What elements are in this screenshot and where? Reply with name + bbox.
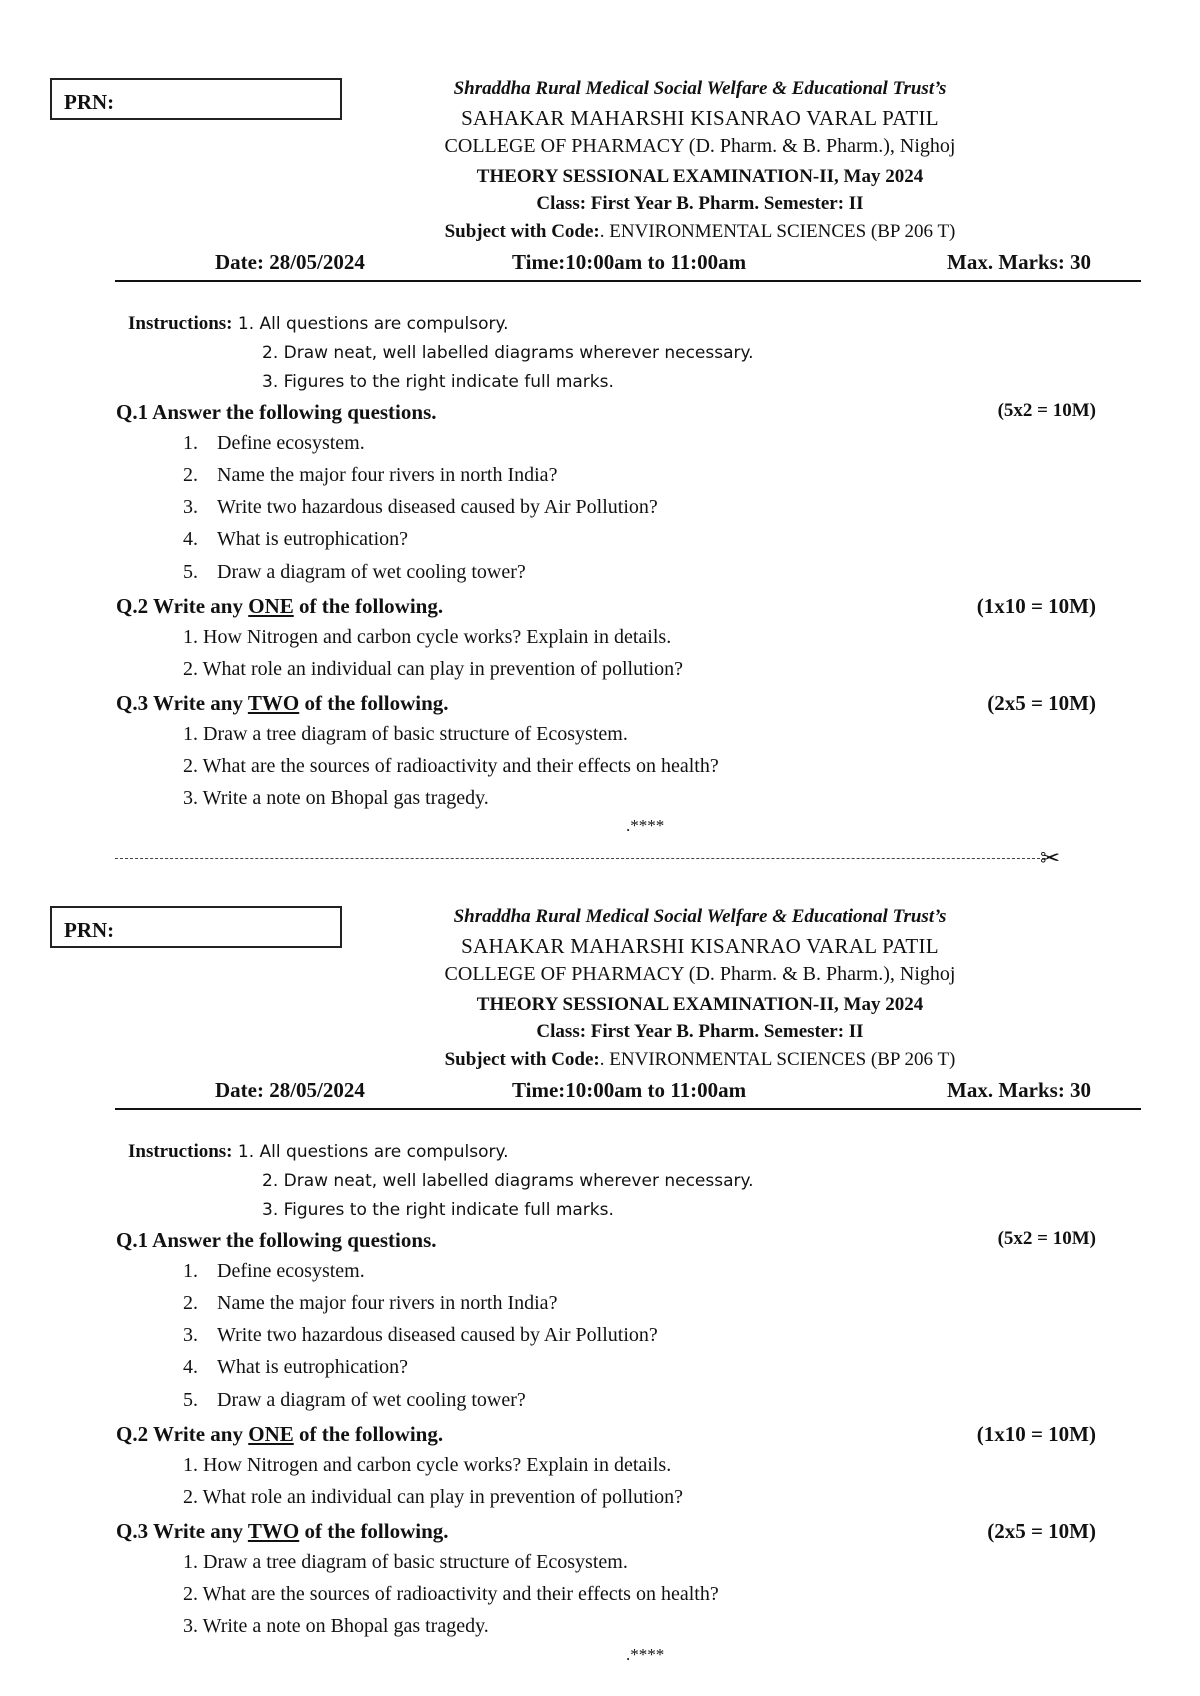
q3-heading-prefix: Q.3 Write any bbox=[116, 1519, 248, 1543]
q1-item-num: 4. bbox=[183, 528, 198, 550]
q1-marks: (5x2 = 10M) bbox=[997, 1228, 1096, 1249]
q2-item: 1. How Nitrogen and carbon cycle works? Explain in details. bbox=[183, 1454, 672, 1476]
q3-heading bbox=[116, 691, 1096, 716]
q3-marks: (2x5 = 10M) bbox=[987, 691, 1096, 715]
q1-item-text: Name the major four rivers in north India? bbox=[217, 1292, 558, 1314]
q1-heading bbox=[116, 1228, 1096, 1253]
q1-item-text: Define ecosystem. bbox=[217, 1260, 365, 1282]
trust-name: Shraddha Rural Medical Social Welfare & Educational Trust’s bbox=[453, 906, 947, 927]
exam-title: THEORY SESSIONAL EXAMINATION-II, May 2024 bbox=[476, 166, 924, 187]
q1-item-num: 1. bbox=[183, 432, 198, 454]
q1-item-text: Draw a diagram of wet cooling tower? bbox=[217, 1389, 526, 1411]
instructions-label: Instructions: bbox=[128, 313, 233, 334]
instruction-3: 3. Figures to the right indicate full marks. bbox=[262, 372, 614, 392]
trust-name: Shraddha Rural Medical Social Welfare & Educational Trust’s bbox=[453, 78, 947, 99]
prn-label: PRN: bbox=[64, 90, 115, 114]
q2-heading bbox=[116, 594, 1096, 619]
exam-date: Date: 28/05/2024 bbox=[215, 250, 365, 274]
q2-item: 2. What role an individual can play in prevention of pollution? bbox=[183, 658, 684, 680]
q1-item-text: What is eutrophication? bbox=[217, 528, 409, 550]
instruction-1 bbox=[128, 313, 509, 335]
q2-item: 2. What role an individual can play in prevention of pollution? bbox=[183, 1486, 684, 1508]
q3-marks: (2x5 = 10M) bbox=[987, 1519, 1096, 1543]
q1-item-text: Draw a diagram of wet cooling tower? bbox=[217, 561, 526, 583]
scissors-icon: ✂ bbox=[1040, 844, 1061, 872]
subject-label: Subject with Code: bbox=[444, 1049, 600, 1070]
q3-item: 3. Write a note on Bhopal gas tragedy. bbox=[183, 787, 489, 809]
q2-heading-prefix: Q.2 Write any bbox=[116, 594, 249, 618]
q1-item-num: 3. bbox=[183, 496, 198, 518]
q3-item: 2. What are the sources of radioactivity and their effects on health? bbox=[183, 755, 719, 777]
instruction-text: 1. All questions are compulsory. bbox=[237, 1142, 509, 1162]
class-info: Class: First Year B. Pharm. Semester: II bbox=[536, 193, 864, 214]
q1-item-text: Write two hazardous diseased caused by Air Pollution? bbox=[217, 496, 658, 518]
q3-item: 3. Write a note on Bhopal gas tragedy. bbox=[183, 1615, 489, 1637]
question-paper-copy-1 bbox=[0, 0, 1200, 835]
q3-heading-prefix: Q.3 Write any bbox=[116, 691, 248, 715]
class-info: Class: First Year B. Pharm. Semester: II bbox=[536, 1021, 864, 1042]
q1-item-num: 2. bbox=[183, 464, 198, 486]
header-rule bbox=[115, 280, 1141, 282]
max-marks: Max. Marks: 30 bbox=[947, 1078, 1092, 1102]
prn-label: PRN: bbox=[64, 918, 115, 942]
subject-info bbox=[100, 1049, 1200, 1071]
q1-marks: (5x2 = 10M) bbox=[997, 400, 1096, 421]
q1-heading-text: Q.1 Answer the following questions. bbox=[116, 1228, 437, 1252]
q1-item-num: 5. bbox=[183, 561, 198, 583]
q3-item: 1. Draw a tree diagram of basic structure of Ecosystem. bbox=[183, 723, 628, 745]
question-paper-copy-2 bbox=[0, 828, 1200, 1664]
q3-item: 1. Draw a tree diagram of basic structure of Ecosystem. bbox=[183, 1551, 628, 1573]
instruction-2: 2. Draw neat, well labelled diagrams wherever necessary. bbox=[262, 343, 754, 363]
instruction-text: 1. All questions are compulsory. bbox=[237, 314, 509, 334]
exam-time: Time:10:00am to 11:00am bbox=[512, 250, 747, 274]
q3-heading bbox=[116, 1519, 1096, 1544]
q2-item: 1. How Nitrogen and carbon cycle works? Explain in details. bbox=[183, 626, 672, 648]
q2-marks: (1x10 = 10M) bbox=[976, 594, 1096, 618]
q2-heading-prefix: Q.2 Write any bbox=[116, 1422, 249, 1446]
max-marks: Max. Marks: 30 bbox=[947, 250, 1092, 274]
subject-value: . ENVIRONMENTAL SCIENCES (BP 206 T) bbox=[599, 221, 956, 242]
q2-heading-suffix: of the following. bbox=[293, 594, 444, 618]
q3-heading-suffix: of the following. bbox=[299, 691, 449, 715]
instruction-3: 3. Figures to the right indicate full marks. bbox=[262, 1200, 614, 1220]
q3-heading-emph: TWO bbox=[247, 691, 300, 715]
end-mark: .**** bbox=[626, 1645, 665, 1664]
instructions-label: Instructions: bbox=[128, 1141, 233, 1162]
q2-marks: (1x10 = 10M) bbox=[976, 1422, 1096, 1446]
q1-item-num: 1. bbox=[183, 1260, 198, 1282]
college-name-line1: SAHAKAR MAHARSHI KISANRAO VARAL PATIL bbox=[461, 106, 939, 130]
q2-heading-emph: ONE bbox=[248, 1422, 294, 1446]
q2-heading-emph: ONE bbox=[248, 594, 294, 618]
college-name-line2: COLLEGE OF PHARMACY (D. Pharm. & B. Pharm.), Nighoj bbox=[444, 135, 956, 157]
q3-heading-suffix: of the following. bbox=[299, 1519, 449, 1543]
q1-item-num: 4. bbox=[183, 1356, 198, 1378]
instruction-1 bbox=[128, 1141, 509, 1163]
q1-item-text: Define ecosystem. bbox=[217, 432, 365, 454]
q3-item: 2. What are the sources of radioactivity and their effects on health? bbox=[183, 1583, 719, 1605]
q1-item-num: 3. bbox=[183, 1324, 198, 1346]
college-name-line2: COLLEGE OF PHARMACY (D. Pharm. & B. Pharm.), Nighoj bbox=[444, 963, 956, 985]
exam-title: THEORY SESSIONAL EXAMINATION-II, May 2024 bbox=[476, 994, 924, 1015]
q2-heading-suffix: of the following. bbox=[293, 1422, 444, 1446]
q2-heading bbox=[116, 1422, 1096, 1447]
subject-value: . ENVIRONMENTAL SCIENCES (BP 206 T) bbox=[599, 1049, 956, 1070]
subject-info bbox=[100, 221, 1200, 243]
subject-label: Subject with Code: bbox=[444, 221, 600, 242]
instruction-2: 2. Draw neat, well labelled diagrams wherever necessary. bbox=[262, 1171, 754, 1191]
exam-date: Date: 28/05/2024 bbox=[215, 1078, 365, 1102]
college-name-line1: SAHAKAR MAHARSHI KISANRAO VARAL PATIL bbox=[461, 934, 939, 958]
q1-item-num: 2. bbox=[183, 1292, 198, 1314]
q1-item-num: 5. bbox=[183, 1389, 198, 1411]
end-mark: .**** bbox=[626, 816, 665, 835]
q1-heading bbox=[116, 400, 1096, 425]
exam-time: Time:10:00am to 11:00am bbox=[512, 1078, 747, 1102]
q1-item-text: What is eutrophication? bbox=[217, 1356, 409, 1378]
q3-heading-emph: TWO bbox=[247, 1519, 300, 1543]
q1-item-text: Write two hazardous diseased caused by Air Pollution? bbox=[217, 1324, 658, 1346]
q1-heading-text: Q.1 Answer the following questions. bbox=[116, 400, 437, 424]
header-rule bbox=[115, 1108, 1141, 1110]
q1-item-text: Name the major four rivers in north India? bbox=[217, 464, 558, 486]
